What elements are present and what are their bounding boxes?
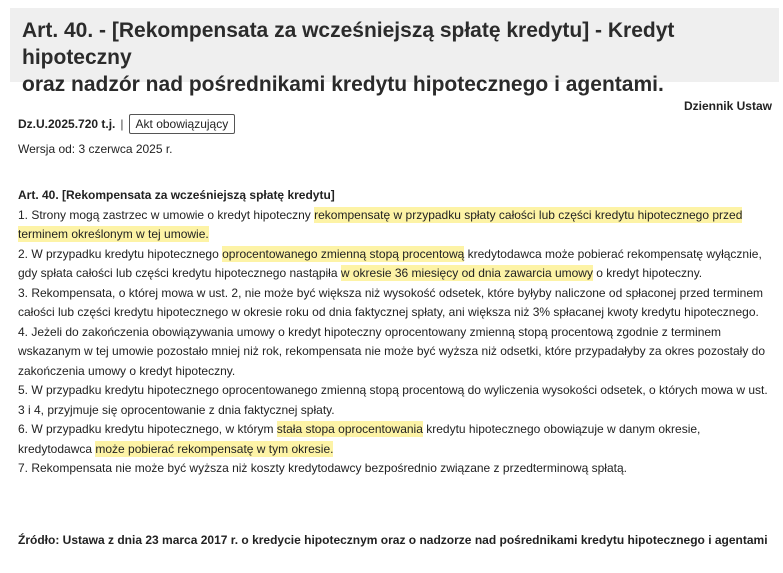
title-line-1: Art. 40. - [Rekompensata za wcześniejszą spłatę kredytu] - Kredyt hipoteczny [22,19,675,69]
paragraph-6-text-a: 6. W przypadku kredytu hipotecznego, w którym [18,422,277,436]
paragraph-6 [18,420,770,459]
paragraph-1 [18,206,770,245]
highlight: może pobierać rekompensatę w tym okresie. [95,441,334,456]
act-meta [18,114,235,134]
act-reference: Dz.U.2025.720 t.j. [18,117,116,131]
journal-name: Dziennik Ustaw [683,99,772,113]
highlight: rekompensatę w przypadku spłaty całości lub części kredytu hipotecznego przed terminem określonym w tej umowie. [18,207,743,241]
highlight: oprocentowanego zmienną stopą procentową [222,246,465,261]
source-citation: Źródło: Ustawa z dnia 23 marca 2017 r. o kredycie hipotecznym oraz o nadzorze nad pośrednikami kredytu hipotecznego i agentami [18,533,768,547]
status-badge: Akt obowiązujący [129,114,236,134]
article-title: Art. 40. [Rekompensata za wcześniejszą spłatę kredytu] [18,188,335,202]
article-body [18,186,770,479]
paragraph-4: 4. Jeżeli do zakończenia obowiązywania umowy o kredyt hipoteczny oprocentowany zmienną stopą procentową zgodnie z terminem wskazanym w tej umowie pozostało mniej niż rok, rekompensata nie może być wyższa niż odsetki, które przypadałyby za okres pozostały do zakończenia umowy o kredyt hipoteczny. [18,324,765,378]
article-header [10,8,779,96]
paragraph-2-text-a: 2. W przypadku kredytu hipotecznego [18,246,223,261]
paragraph-2-text-b: kredytodawca może pobierać rekompensatę wyłącznie, gdy spłata całości lub części kredytu hipotecznego nastąpiła [18,246,762,280]
meta-separator: | [120,117,124,131]
paragraph-3: 3. Rekompensata, o której mowa w ust. 2, nie może być większa niż wysokość odsetek, które byłyby naliczone od spłaconej przed terminem całości lub części kredytu hipotecznego w okresie roku od dnia faktycznej spłaty, ani większa niż 3% spłacanej kwoty kredytu hipotecznego. [18,285,764,319]
page-title [22,17,767,98]
paragraph-5: 5. W przypadku kredytu hipotecznego oprocentowanego zmienną stopą procentową do wyliczenia wysokości odsetek, o których mowa w ust. 3 i 4, przyjmuje się oprocentowanie z dnia faktycznej spłaty. [18,383,768,417]
paragraph-1-text: 1. Strony mogą zastrzec w umowie o kredyt hipoteczny [18,207,315,222]
version-date: Wersja od: 3 czerwca 2025 r. [18,142,173,156]
paragraph-6-text-b: kredytu hipotecznego obowiązuje w danym okresie, kredytodawca [18,422,701,456]
paragraph-2-text-c: o kredyt hipoteczny. [592,266,703,280]
highlight: stała stopa oprocentowania [276,422,423,436]
highlight: w okresie 36 miesięcy od dnia zawarcia umowy [340,266,593,280]
paragraph-2 [18,245,770,284]
paragraph-7: 7. Rekompensata nie może być wyższa niż koszty kredytodawcy bezpośrednio związane z przedterminową spłatą. [18,461,627,475]
title-line-2: oraz nadzór nad pośrednikami kredytu hipotecznego i agentami. [22,73,664,96]
